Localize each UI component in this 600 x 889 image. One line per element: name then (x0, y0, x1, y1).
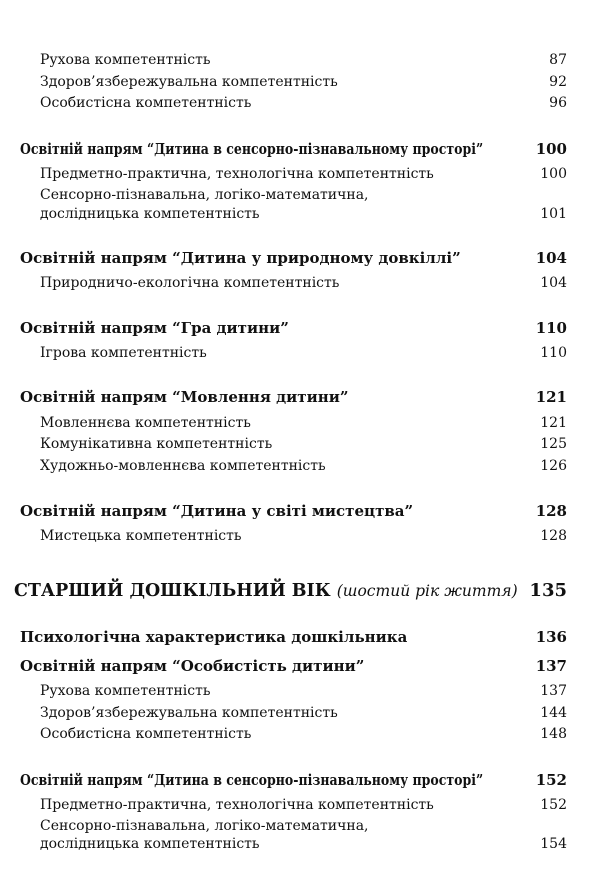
toc-section-page: 104 (535, 249, 567, 267)
toc-section-title: Освітній напрям “Дитина в сенсорно-пізнавальному просторі” (20, 140, 484, 158)
toc-entry-page: 96 (549, 95, 567, 111)
toc-entry-title: Природничо-екологічна компетентність (40, 275, 340, 291)
toc-entry-page: 144 (540, 705, 567, 721)
toc-entry-title: Художньо-мовленнєва компетентність (40, 458, 326, 474)
toc-entry-title: Мовленнєва компетентність (40, 415, 251, 431)
toc-section-page: 110 (535, 319, 567, 337)
toc-entry-page: 104 (540, 275, 567, 291)
toc-section-page: 152 (535, 771, 567, 789)
toc-section-title: Освітній напрям “Дитина у природному довкіллі” (20, 249, 461, 267)
toc-entry-title: Сенсорно-пізнавальна, логіко-математична, (40, 818, 369, 834)
toc-section-page: 136 (535, 628, 567, 646)
toc-entry-page: 137 (540, 683, 567, 699)
toc-entry-page: 148 (540, 726, 567, 742)
toc-entry-title: Рухова компетентність (40, 52, 211, 68)
toc-entry-page: 92 (549, 74, 567, 90)
toc-part-title: СТАРШИЙ ДОШКІЛЬНИЙ ВІК (14, 580, 331, 601)
toc-section-page: 100 (535, 140, 567, 158)
toc-entry-title: Сенсорно-пізнавальна, логіко-математична, (40, 187, 369, 203)
toc-entry-title-line2: дослідницька компетентність (40, 836, 260, 852)
toc-entry-page: 152 (540, 797, 567, 813)
toc-entry-page: 100 (540, 166, 567, 182)
toc-entry-title: Рухова компетентність (40, 683, 211, 699)
toc-entry-page: 154 (540, 836, 567, 852)
toc-entry-title: Предметно-практична, технологічна компетентність (40, 797, 434, 813)
toc-section-page: 137 (535, 657, 567, 675)
toc-section-title: Психологічна характеристика дошкільника (20, 628, 408, 646)
toc-entry-page: 121 (540, 415, 567, 431)
toc-entry-title: Особистісна компетентність (40, 95, 252, 111)
toc-entry-page: 87 (549, 52, 567, 68)
toc-section-page: 121 (535, 388, 567, 406)
toc-section-title: Освітній напрям “Дитина в сенсорно-пізнавальному просторі” (20, 771, 484, 789)
toc-entry-title: Особистісна компетентність (40, 726, 252, 742)
toc-entry-title: Здоров’язбережувальна компетентність (40, 74, 338, 90)
toc-part-page: 135 (529, 580, 567, 601)
toc-entry-page: 128 (540, 528, 567, 544)
toc-entry-title: Комунікативна компетентність (40, 436, 273, 452)
toc-entry-title: Мистецька компетентність (40, 528, 242, 544)
toc-part-subtitle: (шостий рік життя) (336, 581, 518, 600)
toc-section-title: Освітній напрям “Гра дитини” (20, 319, 289, 337)
toc-entry-page: 101 (540, 206, 567, 222)
toc-entry-page: 126 (540, 458, 567, 474)
toc-entry-title: Предметно-практична, технологічна компетентність (40, 166, 434, 182)
toc-entry-title-line2: дослідницька компетентність (40, 206, 260, 222)
toc-section-title: Освітній напрям “Мовлення дитини” (20, 388, 349, 406)
toc-entry-title: Ігрова компетентність (40, 345, 207, 361)
toc-section-title: Освітній напрям “Особистість дитини” (20, 657, 365, 675)
toc-entry-page: 110 (540, 345, 567, 361)
toc-section-page: 128 (535, 502, 567, 520)
toc-section-title: Освітній напрям “Дитина у світі мистецтва” (20, 502, 414, 520)
toc-entry-title: Здоров’язбережувальна компетентність (40, 705, 338, 721)
toc-entry-page: 125 (540, 436, 567, 452)
